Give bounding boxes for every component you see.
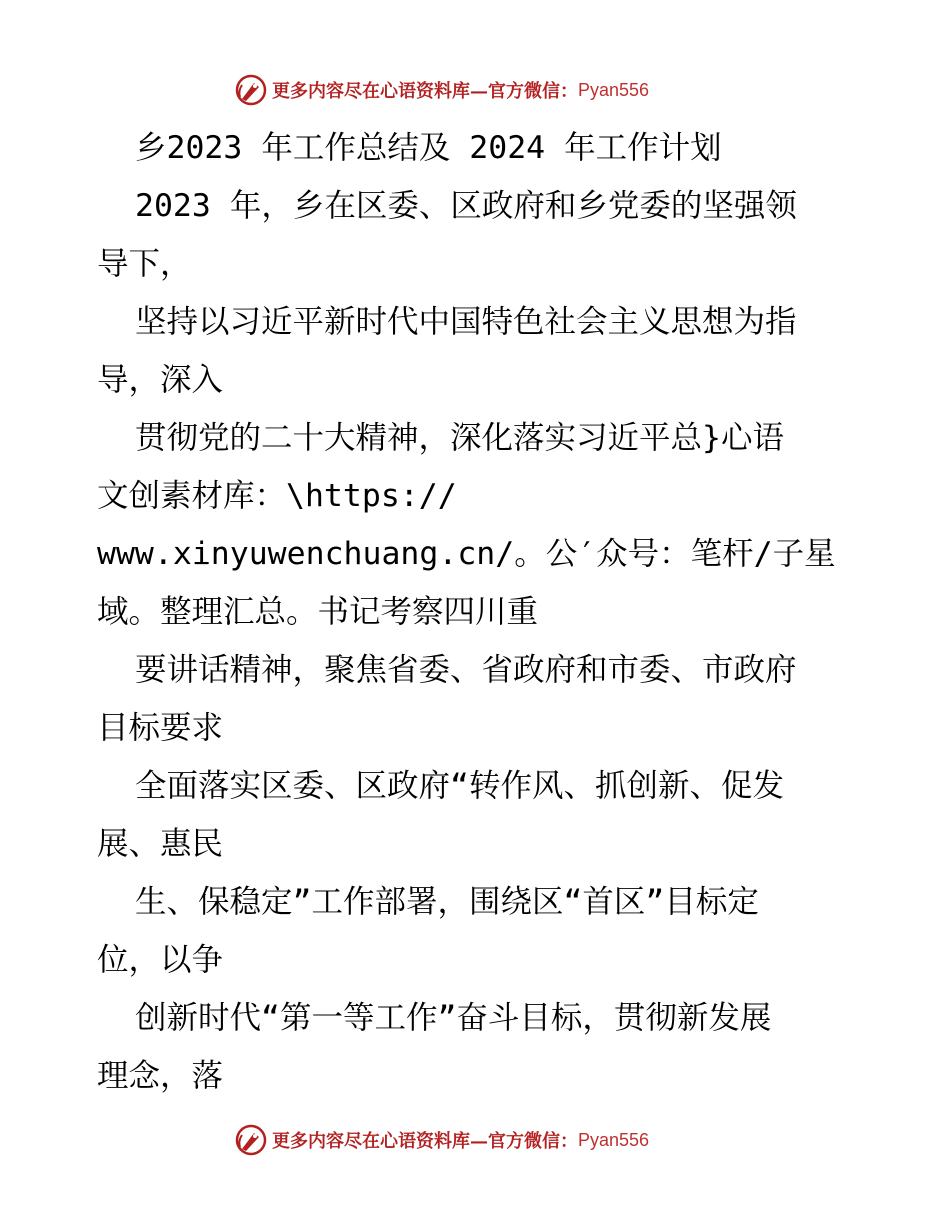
paragraph-line: 创新时代“第一等工作”奋斗目标，贯彻新发展 <box>135 1000 772 1036</box>
paragraph-line: 文创素材库：\https:// <box>97 478 457 514</box>
paragraph-line: 导下， <box>97 246 192 282</box>
document-body <box>97 119 857 1105</box>
paragraph-line: 导，深入 <box>97 362 224 398</box>
paragraph-line: 生、保稳定”工作部署，围绕区“首区”目标定 <box>135 884 759 920</box>
banner-text: 更多内容尽在心语资料库—官方微信： <box>272 81 578 102</box>
banner-wechat-id: Pyan556 <box>578 79 650 100</box>
banner-wechat-id: Pyan556 <box>578 1129 650 1150</box>
paragraph-line: 贯彻党的二十大精神，深化落实习近平总}心语 <box>135 420 784 456</box>
paragraph-line: 域。整理汇总。书记考察四川重 <box>97 594 539 630</box>
footer-watermark-banner <box>234 1123 714 1157</box>
paragraph-line: 要讲话精神，聚焦省委、省政府和市委、市政府 <box>135 652 797 688</box>
paragraph-line: 展、惠民 <box>97 826 224 862</box>
paragraph-line: 理念，落 <box>97 1058 224 1094</box>
pen-nib-logo-icon <box>234 73 268 107</box>
header-watermark-banner <box>234 73 714 107</box>
document-title: 乡2023 年工作总结及 2024 年工作计划 <box>135 130 722 166</box>
paragraph-line: www.xinyuwenchuang.cn/。公′众号：笔杆/子星 <box>97 536 836 572</box>
paragraph-line: 全面落实区委、区政府“转作风、抓创新、促发 <box>135 768 784 804</box>
paragraph-line: 目标要求 <box>97 710 224 746</box>
paragraph-line: 坚持以习近平新时代中国特色社会主义思想为指 <box>135 304 797 340</box>
pen-nib-logo-icon <box>234 1123 268 1157</box>
banner-text: 更多内容尽在心语资料库—官方微信： <box>272 1131 578 1152</box>
paragraph-line: 位，以争 <box>97 942 224 978</box>
paragraph-line: 2023 年，乡在区委、区政府和乡党委的坚强领 <box>135 188 797 224</box>
